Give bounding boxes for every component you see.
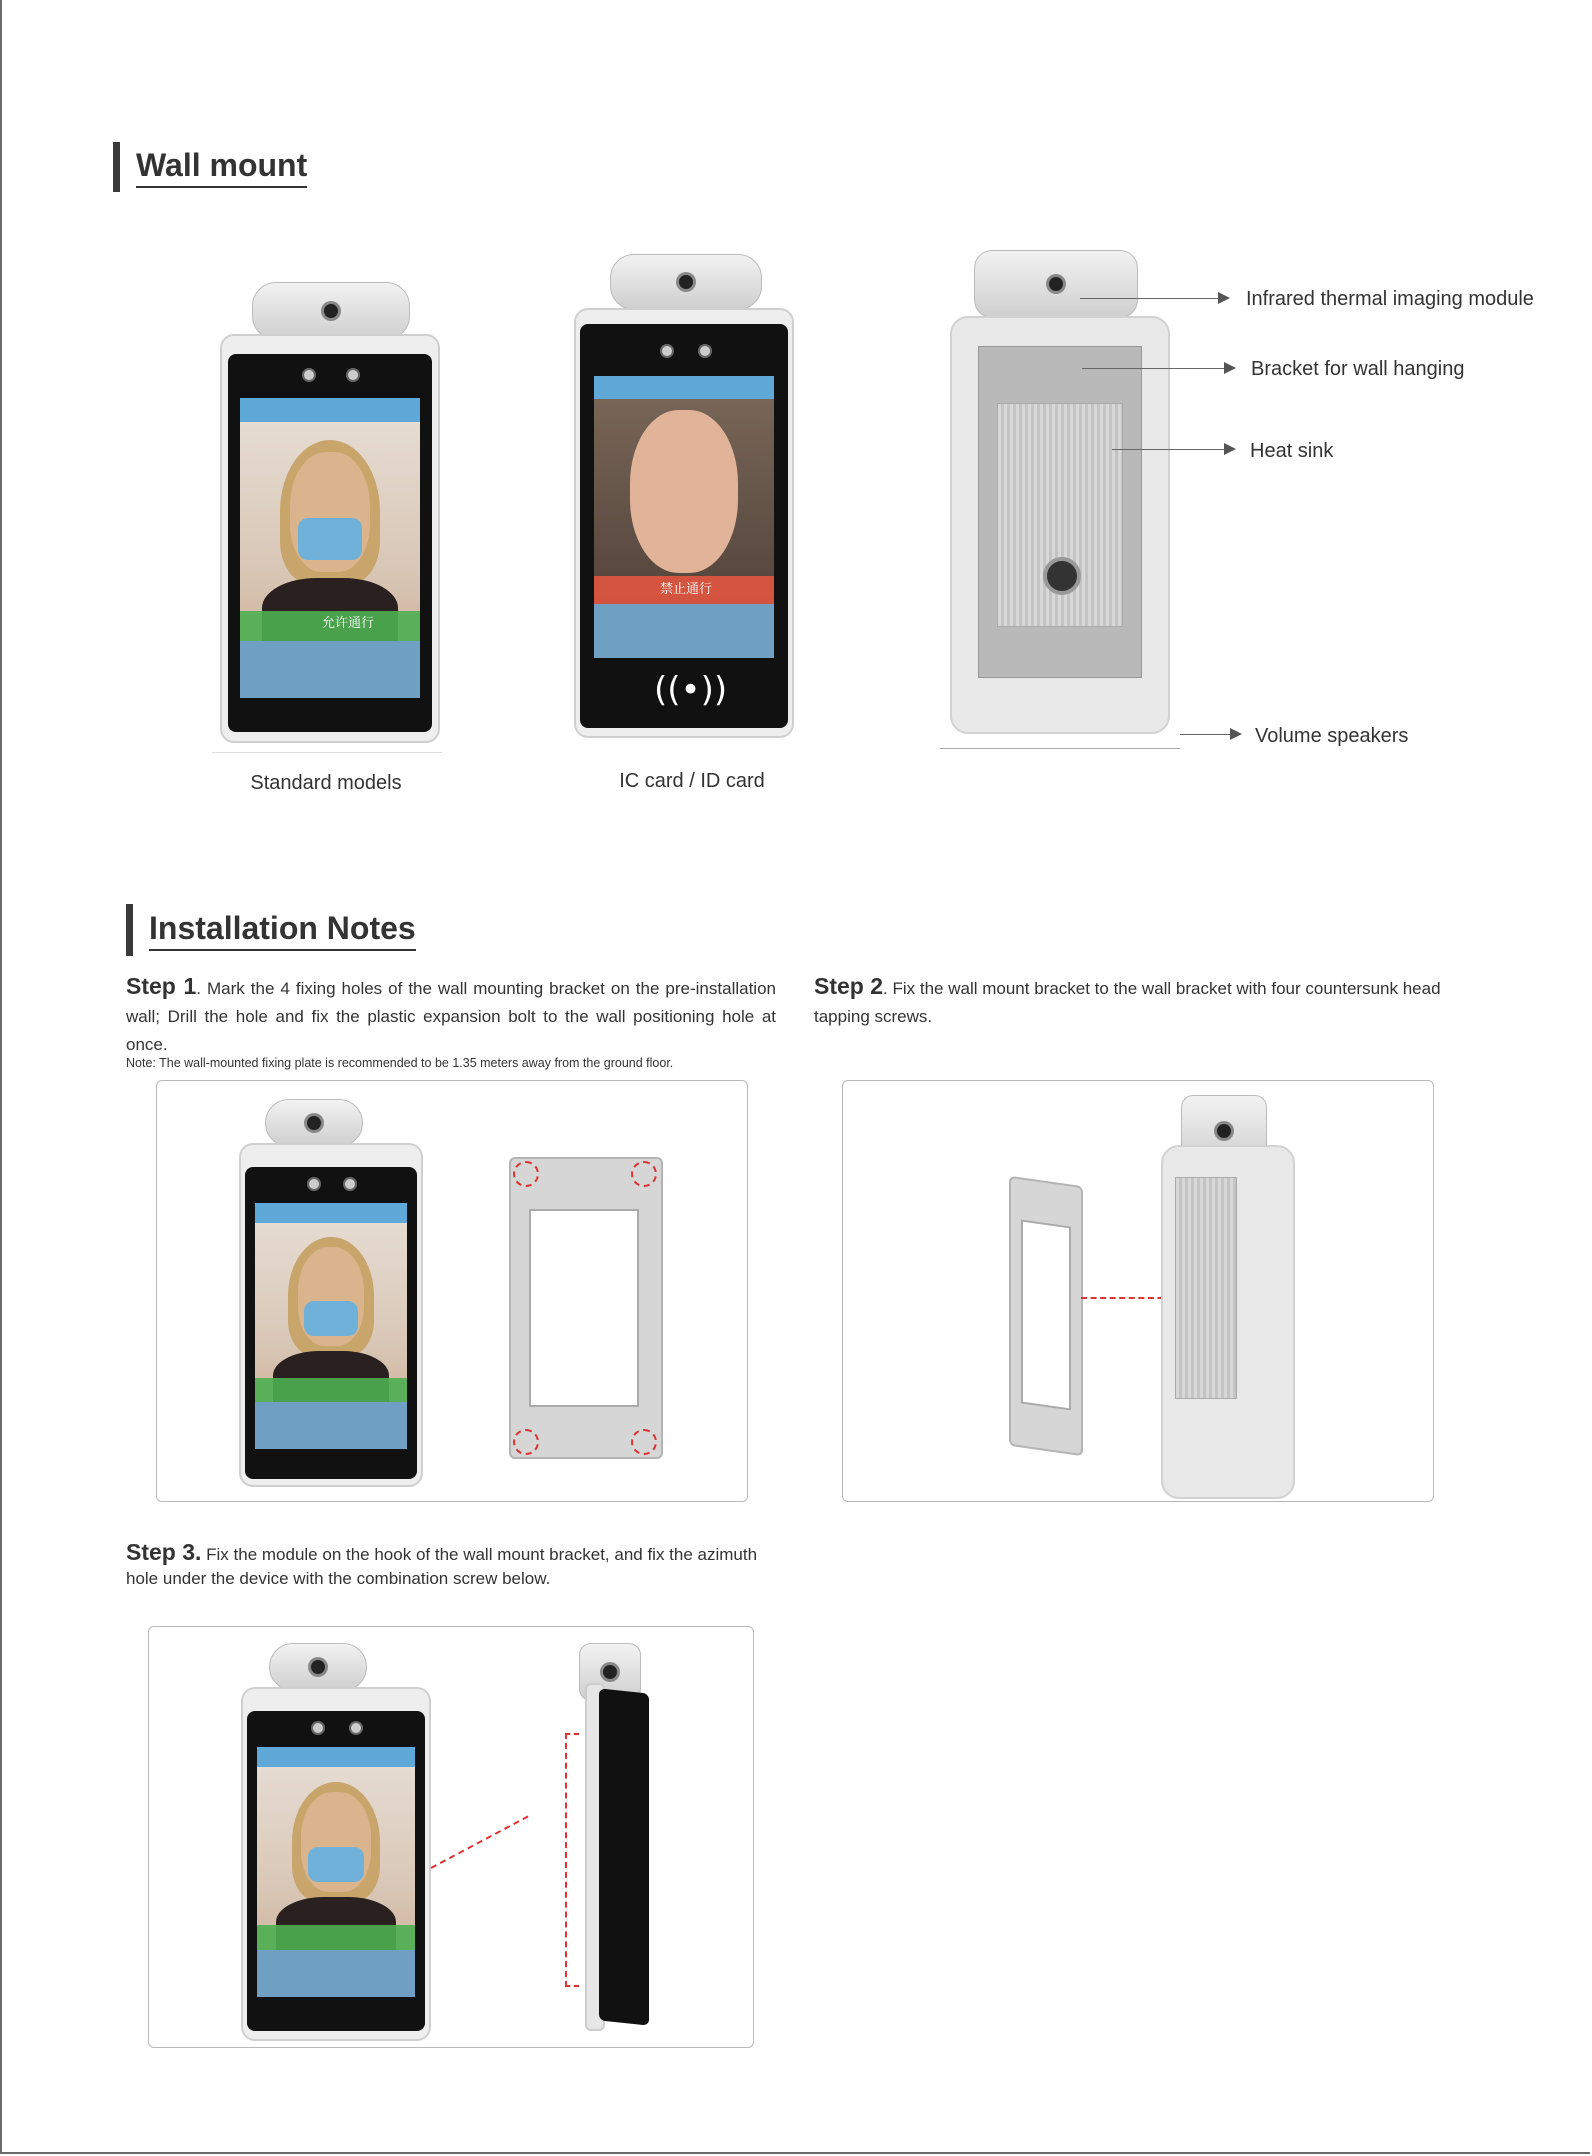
thermal-module-image	[265, 1099, 363, 1147]
device-body	[220, 334, 440, 743]
shadow-line	[212, 752, 442, 753]
step1-panel	[156, 1080, 748, 1502]
wall-mount-heading	[113, 142, 307, 192]
step3-panel	[148, 1626, 754, 2048]
wall-bracket-image	[1009, 1176, 1083, 1456]
device-screen	[240, 398, 420, 698]
step2-text	[814, 972, 1464, 1031]
fixing-hole-marker	[513, 1161, 539, 1187]
arrow-icon	[1224, 362, 1236, 374]
section-title: Wall mount	[136, 147, 307, 188]
callout-bracket: Bracket for wall hanging	[1251, 358, 1465, 380]
step3-text	[126, 1540, 786, 1591]
wall-bracket-image	[509, 1157, 663, 1459]
device-back	[950, 316, 1170, 734]
section-title: Installation Notes	[149, 910, 416, 951]
fixing-hole-marker	[513, 1429, 539, 1455]
step2-label: Step 2	[814, 973, 884, 999]
standard-model-device	[220, 282, 440, 742]
heading-bar	[113, 142, 120, 192]
caption-standard-models: Standard models	[250, 772, 402, 794]
fixing-hole-marker	[631, 1161, 657, 1187]
step2-body: . Fix the wall mount bracket to the wall bracket with four countersunk head tapping screws.	[814, 979, 1441, 1026]
arrow-icon	[1224, 443, 1236, 455]
ic-card-device	[572, 252, 794, 738]
installation-heading	[126, 904, 416, 956]
thermal-module-image	[974, 250, 1138, 318]
heading-bar	[126, 904, 133, 956]
thermal-module-image	[269, 1643, 367, 1691]
nfc-icon: ((•))	[654, 670, 728, 710]
device-screen	[594, 376, 774, 658]
hook-marker	[565, 1733, 579, 1987]
thermal-module-image	[252, 282, 410, 340]
step1-label: Step 1	[126, 973, 197, 999]
alignment-line	[431, 1815, 529, 1868]
device-side-image	[1161, 1095, 1301, 1499]
callout-speakers: Volume speakers	[1255, 725, 1409, 747]
step1-text	[126, 972, 776, 1059]
device-front-image	[239, 1099, 429, 1491]
step3-label: Step 3.	[126, 1539, 202, 1565]
back-view-device	[948, 250, 1178, 750]
step1-body: . Mark the 4 fixing holes of the wall mounting bracket on the pre-installation wall; Drill the hole and fix the plastic expansion bolt to the wall positioning hole at once.	[126, 979, 776, 1054]
callout-heat-sink: Heat sink	[1250, 440, 1334, 462]
device-body	[574, 308, 794, 738]
thermal-module-image	[610, 254, 762, 310]
callout-thermal-module: Infrared thermal imaging module	[1246, 288, 1534, 310]
device-side-image	[579, 1643, 669, 2033]
step1-note: Note: The wall-mounted fixing plate is recommended to be 1.35 meters away from the ground floor.	[126, 1056, 674, 1070]
screen-deny-text: 禁止通行	[660, 582, 713, 597]
caption-ic-card: IC card / ID card	[619, 770, 765, 792]
device-front-image	[241, 1643, 433, 2043]
arrow-icon	[1218, 292, 1230, 304]
arrow-icon	[1230, 728, 1242, 740]
step2-panel	[842, 1080, 1434, 1502]
connector-icon	[1043, 557, 1081, 595]
step3-body: Fix the module on the hook of the wall mount bracket, and fix the azimuth hole under the device with the combination screw below.	[126, 1545, 758, 1588]
screen-allow-text: 允许通行	[322, 616, 375, 631]
fixing-hole-marker	[631, 1429, 657, 1455]
alignment-line	[1081, 1297, 1173, 1299]
bracket-plate	[978, 346, 1142, 678]
